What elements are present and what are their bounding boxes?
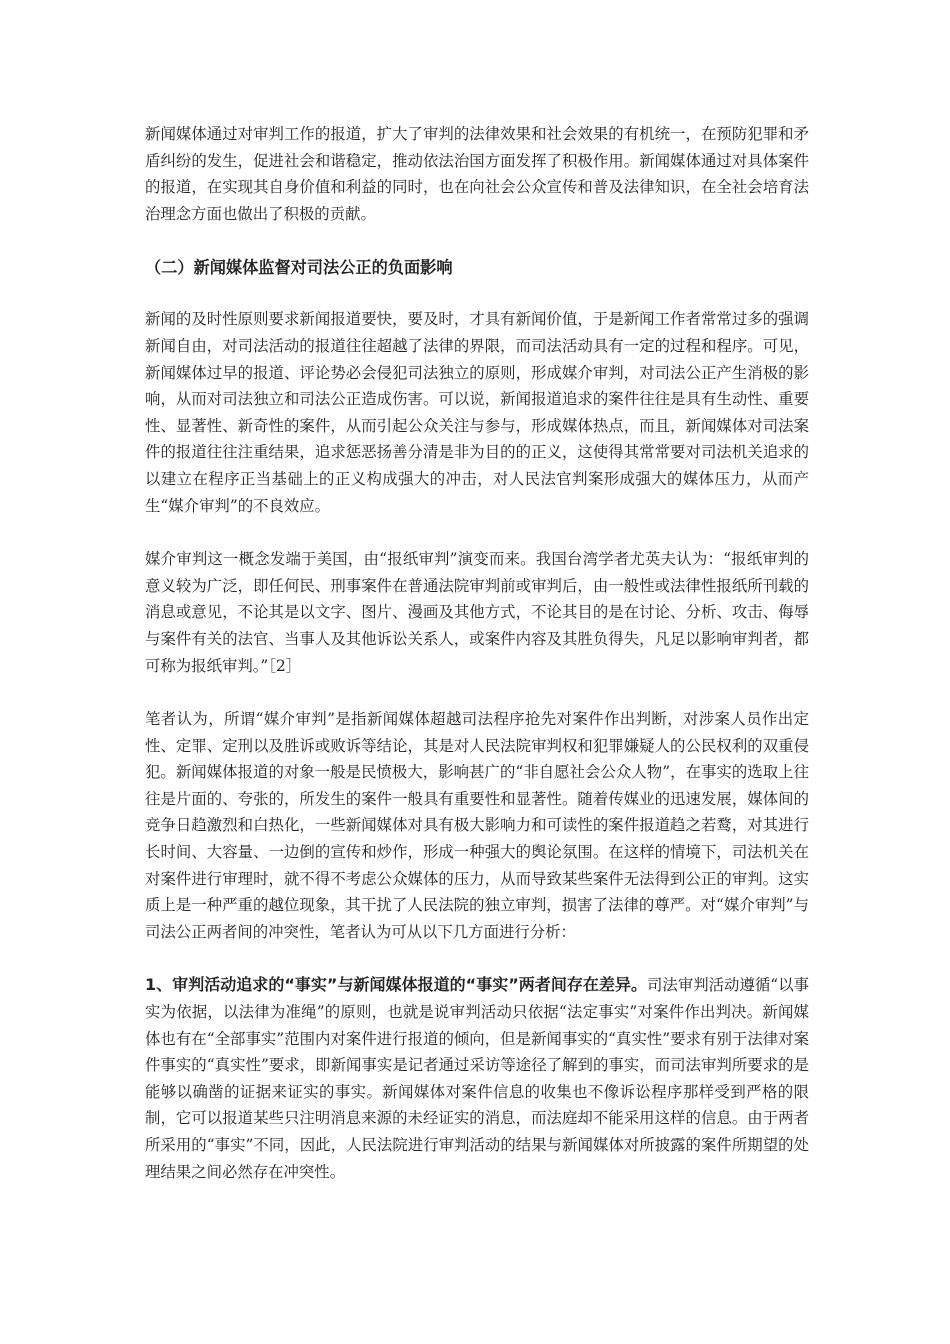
document-body	[145, 121, 809, 1185]
paragraph-body-text: 司法审判活动遵循“以事实为依据，以法律为准绳”的原则，也就是说审判活动只依据“法定事实”对案件作出判决。新闻媒体也有在“全部事实”范围内对案件进行报道的倾向，但是新闻事实的“真实性”要求有别于法律对案件事实的“真实性”要求，即新闻事实是记者通过采访等途径了解到的事实，而司法审判所要求的是能够以确凿的证据来证实的事实。新闻媒体对案件信息的收集也不像诉讼程序那样受到严格的限制，它可以报道某些只注明消息来源的未经证实的消息，而法庭却不能采用这样的信息。由于两者所采用的“事实”不同，因此，人民法院进行审判活动的结果与新闻媒体对所披露的案件所期望的处理结果之间必然存在冲突性。	[145, 976, 809, 1181]
paragraph-positive-effects: 新闻媒体通过对审判工作的报道，扩大了审判的法律效果和社会效果的有机统一，在预防犯罪和矛盾纠纷的发生，促进社会和谐稳定，推动依法治国方面发挥了积极作用。新闻媒体通过对具体案件的报道，在实现其自身价值和利益的同时，也在向社会公众宣传和普及法律知识，在全社会培育法治理念方面也做出了积极的贡献。	[145, 125, 809, 223]
paragraph-fact-difference	[145, 972, 809, 1185]
section-heading: （二）新闻媒体监督对司法公正的负面影响	[145, 258, 453, 278]
paragraph-timeliness: 新闻的及时性原则要求新闻报道要快，要及时，才具有新闻价值，于是新闻工作者常常过多的强调新闻自由，对司法活动的报道往往超越了法律的界限，而司法活动具有一定的过程和程序。可见，新闻媒体过早的报道、评论势必会侵犯司法独立的原则，形成媒介审判，对司法公正产生消极的影响，从而对司法独立和司法公正造成伤害。可以说，新闻报道追求的案件往往是具有生动性、重要性、显著性、新奇性的案件，从而引起公众关注与参与，形成媒体热点，而且，新闻媒体对司法案件的报道往往注重结果，追求惩恶扬善分清是非为目的的正义，这使得其常常要对司法机关追求的以建立在程序正当基础上的正义构成强大的冲击，对人民法官判案形成强大的媒体压力，从而产生“媒介审判”的不良效应。	[145, 310, 809, 515]
paragraph-author-view: 笔者认为，所谓“媒介审判”是指新闻媒体超越司法程序抢先对案件作出判断，对涉案人员作出定性、定罪、定刑以及胜诉或败诉等结论，其是对人民法院审判权和犯罪嫌疑人的公民权利的双重侵犯。新闻媒体报道的对象一般是民愤极大，影响甚广的“非自愿社会公众人物”，在事实的选取上往往是片面的、夸张的，所发生的案件一般具有重要性和显著性。随着传媒业的迅速发展，媒体间的竞争日趋激烈和白热化，一些新闻媒体对具有极大影响力和可读性的案件报道趋之若鹜，对其进行长时间、大容量、一边倒的宣传和炒作，形成一种强大的舆论氛围。在这样的情境下，司法机关在对案件进行审理时，就不得不考虑公众媒体的压力，从而导致某些案件无法得到公正的审判。这实质上是一种严重的越位现象，其干扰了人民法院的独立审判，损害了法律的尊严。对“媒介审判”与司法公正两者间的冲突性，笔者认为可从以下几方面进行分析：	[145, 710, 809, 941]
paragraph-media-trial-origin: 媒介审判这一概念发端于美国，由“报纸审判”演变而来。我国台湾学者尤英夫认为：“报纸审判的意义较为广泛，即任何民、刑事案件在普通法院审判前或审判后，由一般性或法律性报纸所刊载的消息或意见，不论其是以文字、图片、漫画及其他方式，不论其目的是在讨论、分析、攻击、侮辱与案件有关的法官、当事人及其他诉讼关系人，或案件内容及其胜负得失，凡足以影响审判者，都可称为报纸审判。”［2］	[145, 550, 809, 675]
paragraph-lead-bold: 1、审判活动追求的“事实”与新闻媒体报道的“事实”两者间存在差异。	[145, 975, 647, 995]
